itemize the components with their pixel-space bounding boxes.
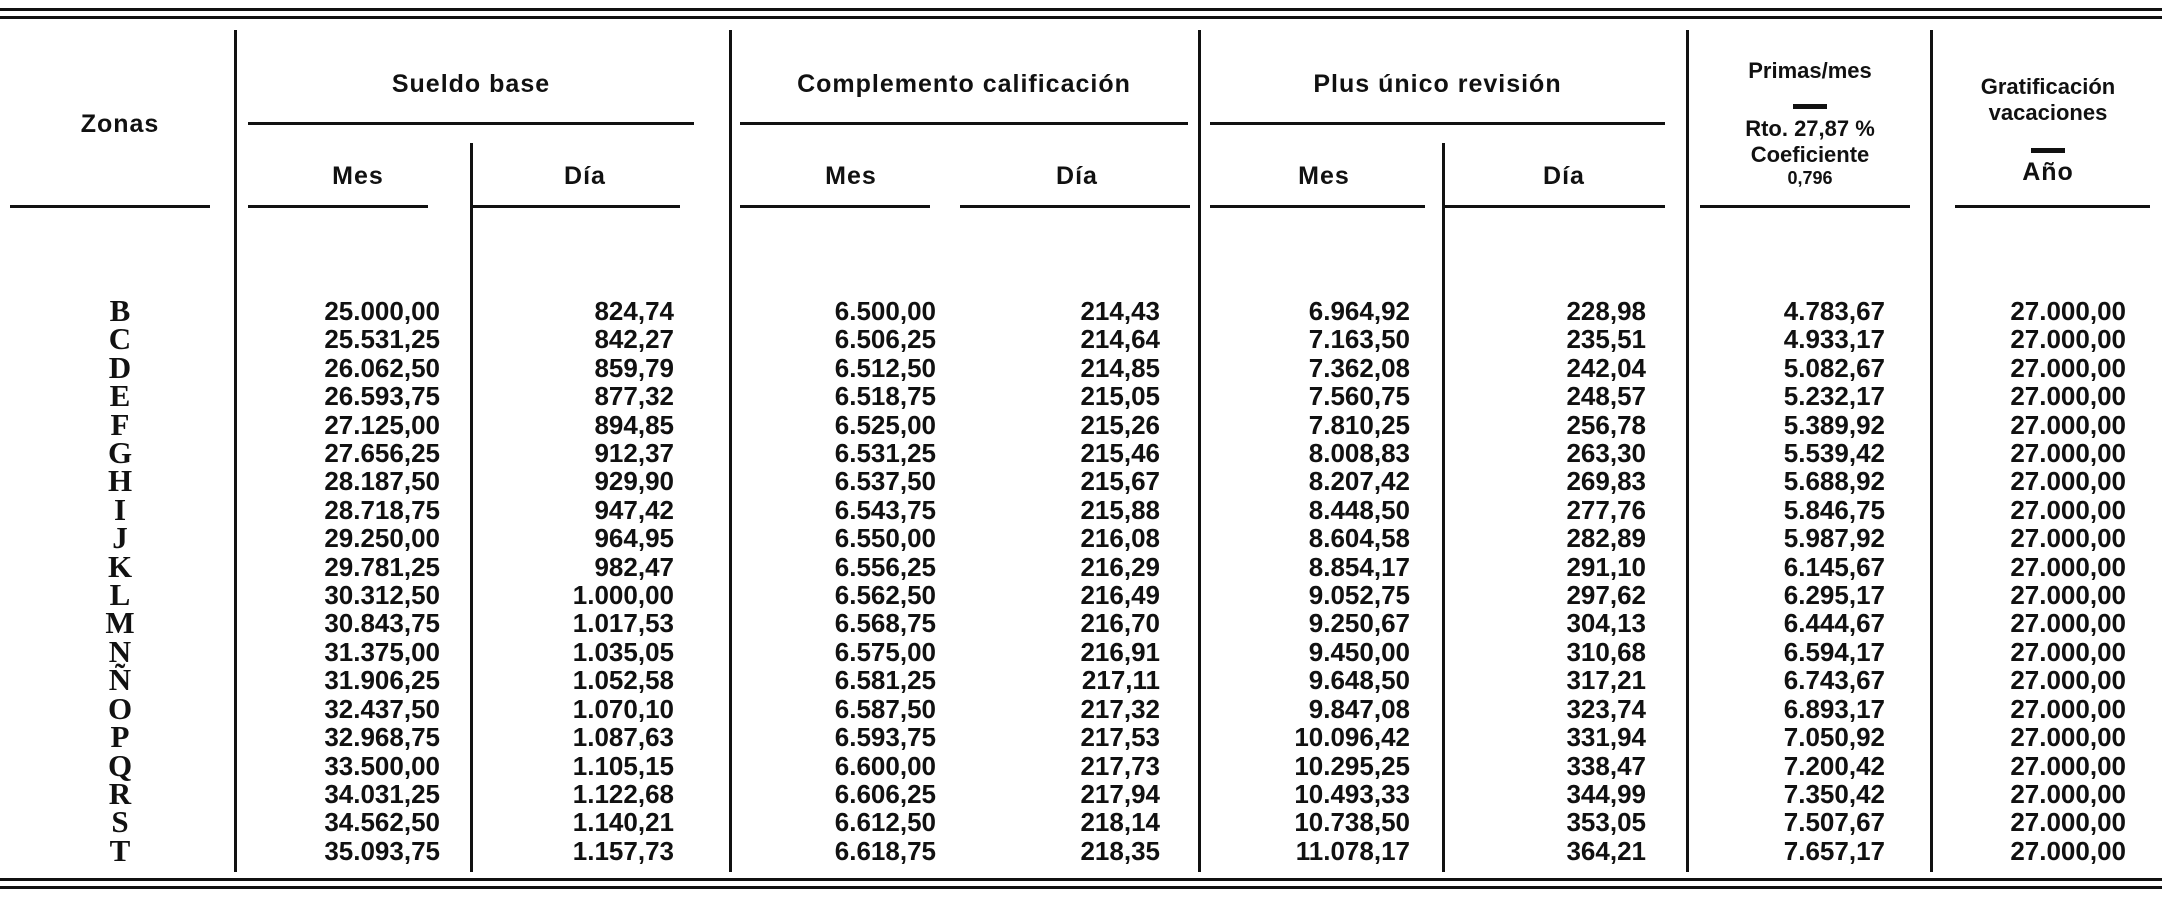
table-cell: 30.843,75 <box>324 608 440 639</box>
primas-column <box>1700 297 1885 865</box>
table-cell: 6.525,00 <box>834 409 936 440</box>
complemento-mes-column <box>740 297 936 865</box>
table-cell: 256,78 <box>1566 409 1646 440</box>
table-cell: 297,62 <box>1566 580 1646 611</box>
table-cell: 33.500,00 <box>324 750 440 781</box>
zone-label: H <box>107 463 133 499</box>
table-cell: 29.250,00 <box>324 523 440 554</box>
bottom-rule <box>0 878 2162 881</box>
header-rule <box>1955 205 2150 208</box>
table-cell: 27.000,00 <box>2010 693 2126 724</box>
table-cell: 1.087,63 <box>572 722 674 753</box>
header-vacaciones: vacaciones <box>1988 100 2108 125</box>
table-cell: 216,70 <box>1080 608 1160 639</box>
table-cell: 6.531,25 <box>834 438 936 469</box>
table-cell: 248,57 <box>1566 381 1646 412</box>
table-cell: 27.125,00 <box>324 409 440 440</box>
table-cell: 5.846,75 <box>1783 494 1885 525</box>
primas-dash <box>1700 96 1920 104</box>
table-cell: 27.000,00 <box>2010 381 2126 412</box>
table-cell: 27.000,00 <box>2010 466 2126 497</box>
table-cell: 7.200,42 <box>1783 750 1885 781</box>
table-cell: 10.738,50 <box>1294 807 1410 838</box>
zone-label: N <box>108 633 132 669</box>
table-cell: 27.656,25 <box>324 438 440 469</box>
table-cell: 216,08 <box>1080 523 1160 554</box>
table-cell: 27.000,00 <box>2010 438 2126 469</box>
complemento-group-rule <box>740 122 1188 125</box>
table-cell: 364,21 <box>1566 835 1646 866</box>
plus-group-rule <box>1210 122 1665 125</box>
table-cell: 218,14 <box>1080 807 1160 838</box>
table-cell: 27.000,00 <box>2010 608 2126 639</box>
table-cell: 6.512,50 <box>834 352 936 383</box>
top-rule <box>0 16 2162 19</box>
table-cell: 344,99 <box>1566 778 1646 809</box>
table-cell: 9.250,67 <box>1308 608 1410 639</box>
table-cell: 7.163,50 <box>1308 324 1410 355</box>
header-primas-rto: Rto. 27,87 % <box>1745 116 1875 141</box>
header-dia: Día <box>1056 162 1098 190</box>
header-zonas: Zonas <box>80 110 160 138</box>
table-cell: 7.560,75 <box>1308 381 1410 412</box>
header-rule <box>248 205 428 208</box>
table-cell: 269,83 <box>1566 466 1646 497</box>
table-cell: 27.000,00 <box>2010 494 2126 525</box>
table-cell: 32.968,75 <box>324 722 440 753</box>
table-cell: 215,46 <box>1080 438 1160 469</box>
bottom-rule <box>0 886 2162 889</box>
table-cell: 28.187,50 <box>324 466 440 497</box>
table-cell: 9.450,00 <box>1308 636 1410 667</box>
gratificacion-column <box>1942 297 2126 865</box>
table-cell: 6.444,67 <box>1783 608 1885 639</box>
table-cell: 1.157,73 <box>572 835 674 866</box>
table-cell: 4.933,17 <box>1783 324 1885 355</box>
header-ano: Año <box>2022 158 2074 186</box>
header-sueldo-base: Sueldo base <box>391 70 551 98</box>
zones-column <box>60 293 180 868</box>
column-divider <box>1198 30 1201 872</box>
table-cell: 215,26 <box>1080 409 1160 440</box>
table-cell: 4.783,67 <box>1783 296 1885 326</box>
table-cell: 27.000,00 <box>2010 296 2126 326</box>
table-cell: 1.000,00 <box>572 580 674 611</box>
zone-label: Q <box>107 747 133 783</box>
table-cell: 6.295,17 <box>1783 580 1885 611</box>
table-cell: 6.562,50 <box>834 580 936 611</box>
table-cell: 6.506,25 <box>834 324 936 355</box>
table-cell: 6.500,00 <box>834 296 936 326</box>
table-cell: 6.612,50 <box>834 807 936 838</box>
table-cell: 27.000,00 <box>2010 807 2126 838</box>
zone-label: E <box>109 378 131 414</box>
sueldo-mes-column <box>250 297 440 865</box>
table-cell: 35.093,75 <box>324 835 440 866</box>
zone-label: D <box>108 349 132 385</box>
table-cell: 6.518,75 <box>834 381 936 412</box>
table-cell: 1.122,68 <box>572 778 674 809</box>
table-cell: 353,05 <box>1566 807 1646 838</box>
table-cell: 1.105,15 <box>572 750 674 781</box>
table-cell: 11.078,17 <box>1295 835 1410 866</box>
zone-label: T <box>109 832 131 868</box>
table-cell: 27.000,00 <box>2010 352 2126 383</box>
table-cell: 31.906,25 <box>324 665 440 696</box>
header-rule <box>960 205 1190 208</box>
table-cell: 7.507,67 <box>1783 807 1885 838</box>
table-cell: 27.000,00 <box>2010 409 2126 440</box>
table-cell: 214,64 <box>1080 324 1160 355</box>
table-cell: 27.000,00 <box>2010 551 2126 582</box>
table-cell: 27.000,00 <box>2010 835 2126 866</box>
table-cell: 8.448,50 <box>1308 494 1410 525</box>
table-cell: 242,04 <box>1566 352 1646 383</box>
table-cell: 25.000,00 <box>324 296 440 326</box>
table-cell: 9.052,75 <box>1308 580 1410 611</box>
table-cell: 1.052,58 <box>572 665 674 696</box>
table-cell: 27.000,00 <box>2010 324 2126 355</box>
table-cell: 34.562,50 <box>324 807 440 838</box>
table-cell: 1.035,05 <box>572 636 674 667</box>
table-cell: 27.000,00 <box>2010 523 2126 554</box>
table-cell: 28.718,75 <box>324 494 440 525</box>
table-cell: 6.587,50 <box>834 693 936 724</box>
table-cell: 7.050,92 <box>1783 722 1885 753</box>
header-rule <box>1210 205 1425 208</box>
table-cell: 323,74 <box>1566 693 1646 724</box>
table-cell: 8.207,42 <box>1308 466 1410 497</box>
table-cell: 842,27 <box>594 324 674 355</box>
table-cell: 6.145,67 <box>1783 551 1885 582</box>
table-cell: 5.082,67 <box>1783 352 1885 383</box>
table-cell: 27.000,00 <box>2010 636 2126 667</box>
table-cell: 291,10 <box>1566 551 1646 582</box>
table-cell: 8.604,58 <box>1308 523 1410 554</box>
table-cell: 218,35 <box>1080 835 1160 866</box>
complemento-dia-column <box>960 297 1160 865</box>
plus-dia-column <box>1446 297 1646 865</box>
header-rule <box>740 205 930 208</box>
table-cell: 912,37 <box>594 438 674 469</box>
table-cell: 929,90 <box>594 466 674 497</box>
zone-label: M <box>105 605 135 641</box>
header-primas-coef-value: 0,796 <box>1787 168 1833 188</box>
zone-label: O <box>107 690 133 726</box>
table-cell: 25.531,25 <box>324 324 440 355</box>
table-cell: 263,30 <box>1566 438 1646 469</box>
header-rule <box>470 205 680 208</box>
table-cell: 6.893,17 <box>1783 693 1885 724</box>
table-cell: 859,79 <box>594 352 674 383</box>
table-cell: 964,95 <box>594 523 674 554</box>
table-cell: 27.000,00 <box>2010 750 2126 781</box>
table-cell: 6.593,75 <box>834 722 936 753</box>
table-cell: 6.594,17 <box>1783 636 1885 667</box>
table-cell: 27.000,00 <box>2010 722 2126 753</box>
table-cell: 9.648,50 <box>1308 665 1410 696</box>
gratificacion-dash <box>1942 140 2154 148</box>
table-cell: 6.606,25 <box>834 778 936 809</box>
header-mes: Mes <box>332 162 384 190</box>
header-rule <box>1700 205 1910 208</box>
zone-label: S <box>111 804 129 840</box>
table-cell: 6.618,75 <box>834 835 936 866</box>
table-cell: 1.070,10 <box>572 693 674 724</box>
column-divider <box>1442 143 1445 872</box>
header-mes: Mes <box>825 162 877 190</box>
zone-label: B <box>109 293 131 328</box>
table-cell: 217,11 <box>1081 665 1160 696</box>
header-rule <box>1445 205 1665 208</box>
table-cell: 8.008,83 <box>1308 438 1410 469</box>
table-cell: 5.987,92 <box>1783 523 1885 554</box>
table-cell: 982,47 <box>594 551 674 582</box>
table-cell: 27.000,00 <box>2010 665 2126 696</box>
table-cell: 235,51 <box>1566 324 1646 355</box>
column-divider <box>470 143 473 872</box>
table-cell: 6.581,25 <box>834 665 936 696</box>
column-divider <box>234 30 237 872</box>
zone-label: R <box>108 775 132 811</box>
table-cell: 282,89 <box>1566 523 1646 554</box>
header-dia: Día <box>564 162 606 190</box>
table-cell: 32.437,50 <box>324 693 440 724</box>
table-cell: 217,32 <box>1080 693 1160 724</box>
zone-label: P <box>110 719 130 755</box>
table-cell: 6.743,67 <box>1783 665 1885 696</box>
table-cell: 277,76 <box>1566 494 1646 525</box>
sueldo-dia-column <box>480 297 674 865</box>
table-cell: 215,05 <box>1080 381 1160 412</box>
table-cell: 215,67 <box>1080 466 1160 497</box>
table-cell: 5.389,92 <box>1783 409 1885 440</box>
header-primas-coef: Coeficiente <box>1750 142 1870 167</box>
header-plus: Plus único revisión <box>1313 70 1562 98</box>
table-cell: 6.543,75 <box>834 494 936 525</box>
table-cell: 824,74 <box>594 296 674 326</box>
plus-mes-column <box>1210 297 1410 865</box>
table-cell: 27.000,00 <box>2010 580 2126 611</box>
header-primas: Primas/mes <box>1748 58 1872 83</box>
table-cell: 331,94 <box>1566 722 1646 753</box>
zone-label: G <box>107 435 133 471</box>
table-cell: 6.600,00 <box>834 750 936 781</box>
table-cell: 6.556,25 <box>834 551 936 582</box>
table-cell: 216,49 <box>1080 580 1160 611</box>
table-cell: 26.062,50 <box>324 352 440 383</box>
table-cell: 214,43 <box>1080 296 1160 326</box>
column-divider <box>1686 30 1689 872</box>
table-cell: 5.539,42 <box>1783 438 1885 469</box>
header-gratificacion: Gratificación <box>1980 74 2116 99</box>
table-cell: 10.493,33 <box>1294 778 1410 809</box>
header-dia: Día <box>1543 162 1585 190</box>
table-cell: 34.031,25 <box>324 778 440 809</box>
table-cell: 1.017,53 <box>572 608 674 639</box>
table-cell: 31.375,00 <box>324 636 440 667</box>
table-cell: 877,32 <box>594 381 674 412</box>
table-cell: 10.295,25 <box>1294 750 1410 781</box>
table-cell: 6.568,75 <box>834 608 936 639</box>
table-cell: 7.362,08 <box>1308 352 1410 383</box>
top-rule <box>0 8 2162 11</box>
zone-label: L <box>109 577 131 613</box>
zone-label: J <box>112 520 128 556</box>
table-cell: 304,13 <box>1566 608 1646 639</box>
table-cell: 1.140,21 <box>572 807 674 838</box>
table-cell: 6.550,00 <box>834 523 936 554</box>
zone-label: Ñ <box>108 662 132 698</box>
table-cell: 214,85 <box>1080 352 1160 383</box>
column-divider <box>1930 30 1933 872</box>
table-cell: 310,68 <box>1566 636 1646 667</box>
header-mes: Mes <box>1298 162 1350 190</box>
table-cell: 317,21 <box>1566 665 1646 696</box>
table-cell: 228,98 <box>1566 296 1646 326</box>
column-divider <box>729 30 732 872</box>
table-cell: 7.810,25 <box>1308 409 1410 440</box>
table-cell: 27.000,00 <box>2010 778 2126 809</box>
zone-label: C <box>108 321 132 357</box>
table-cell: 6.964,92 <box>1308 296 1410 326</box>
table-cell: 8.854,17 <box>1308 551 1410 582</box>
table-cell: 894,85 <box>594 409 674 440</box>
table-cell: 10.096,42 <box>1294 722 1410 753</box>
table-cell: 7.350,42 <box>1783 778 1885 809</box>
table-cell: 215,88 <box>1080 494 1160 525</box>
zone-label: F <box>110 406 130 442</box>
header-rule <box>10 205 210 208</box>
table-cell: 216,91 <box>1080 636 1160 667</box>
zone-label: K <box>107 548 133 584</box>
table-cell: 6.575,00 <box>834 636 936 667</box>
header-complemento: Complemento calificación <box>797 70 1131 98</box>
table-cell: 26.593,75 <box>324 381 440 412</box>
zone-label: I <box>113 491 127 527</box>
table-cell: 217,73 <box>1080 750 1160 781</box>
sueldo-group-rule <box>248 122 694 125</box>
table-cell: 217,94 <box>1080 778 1160 809</box>
table-cell: 338,47 <box>1566 750 1646 781</box>
table-cell: 5.232,17 <box>1783 381 1885 412</box>
table-cell: 5.688,92 <box>1783 466 1885 497</box>
table-cell: 947,42 <box>594 494 674 525</box>
table-cell: 6.537,50 <box>834 466 936 497</box>
table-cell: 7.657,17 <box>1783 835 1885 866</box>
table-cell: 216,29 <box>1080 551 1160 582</box>
table-cell: 30.312,50 <box>324 580 440 611</box>
table-cell: 217,53 <box>1080 722 1160 753</box>
table-cell: 29.781,25 <box>324 551 440 582</box>
table-cell: 9.847,08 <box>1308 693 1410 724</box>
